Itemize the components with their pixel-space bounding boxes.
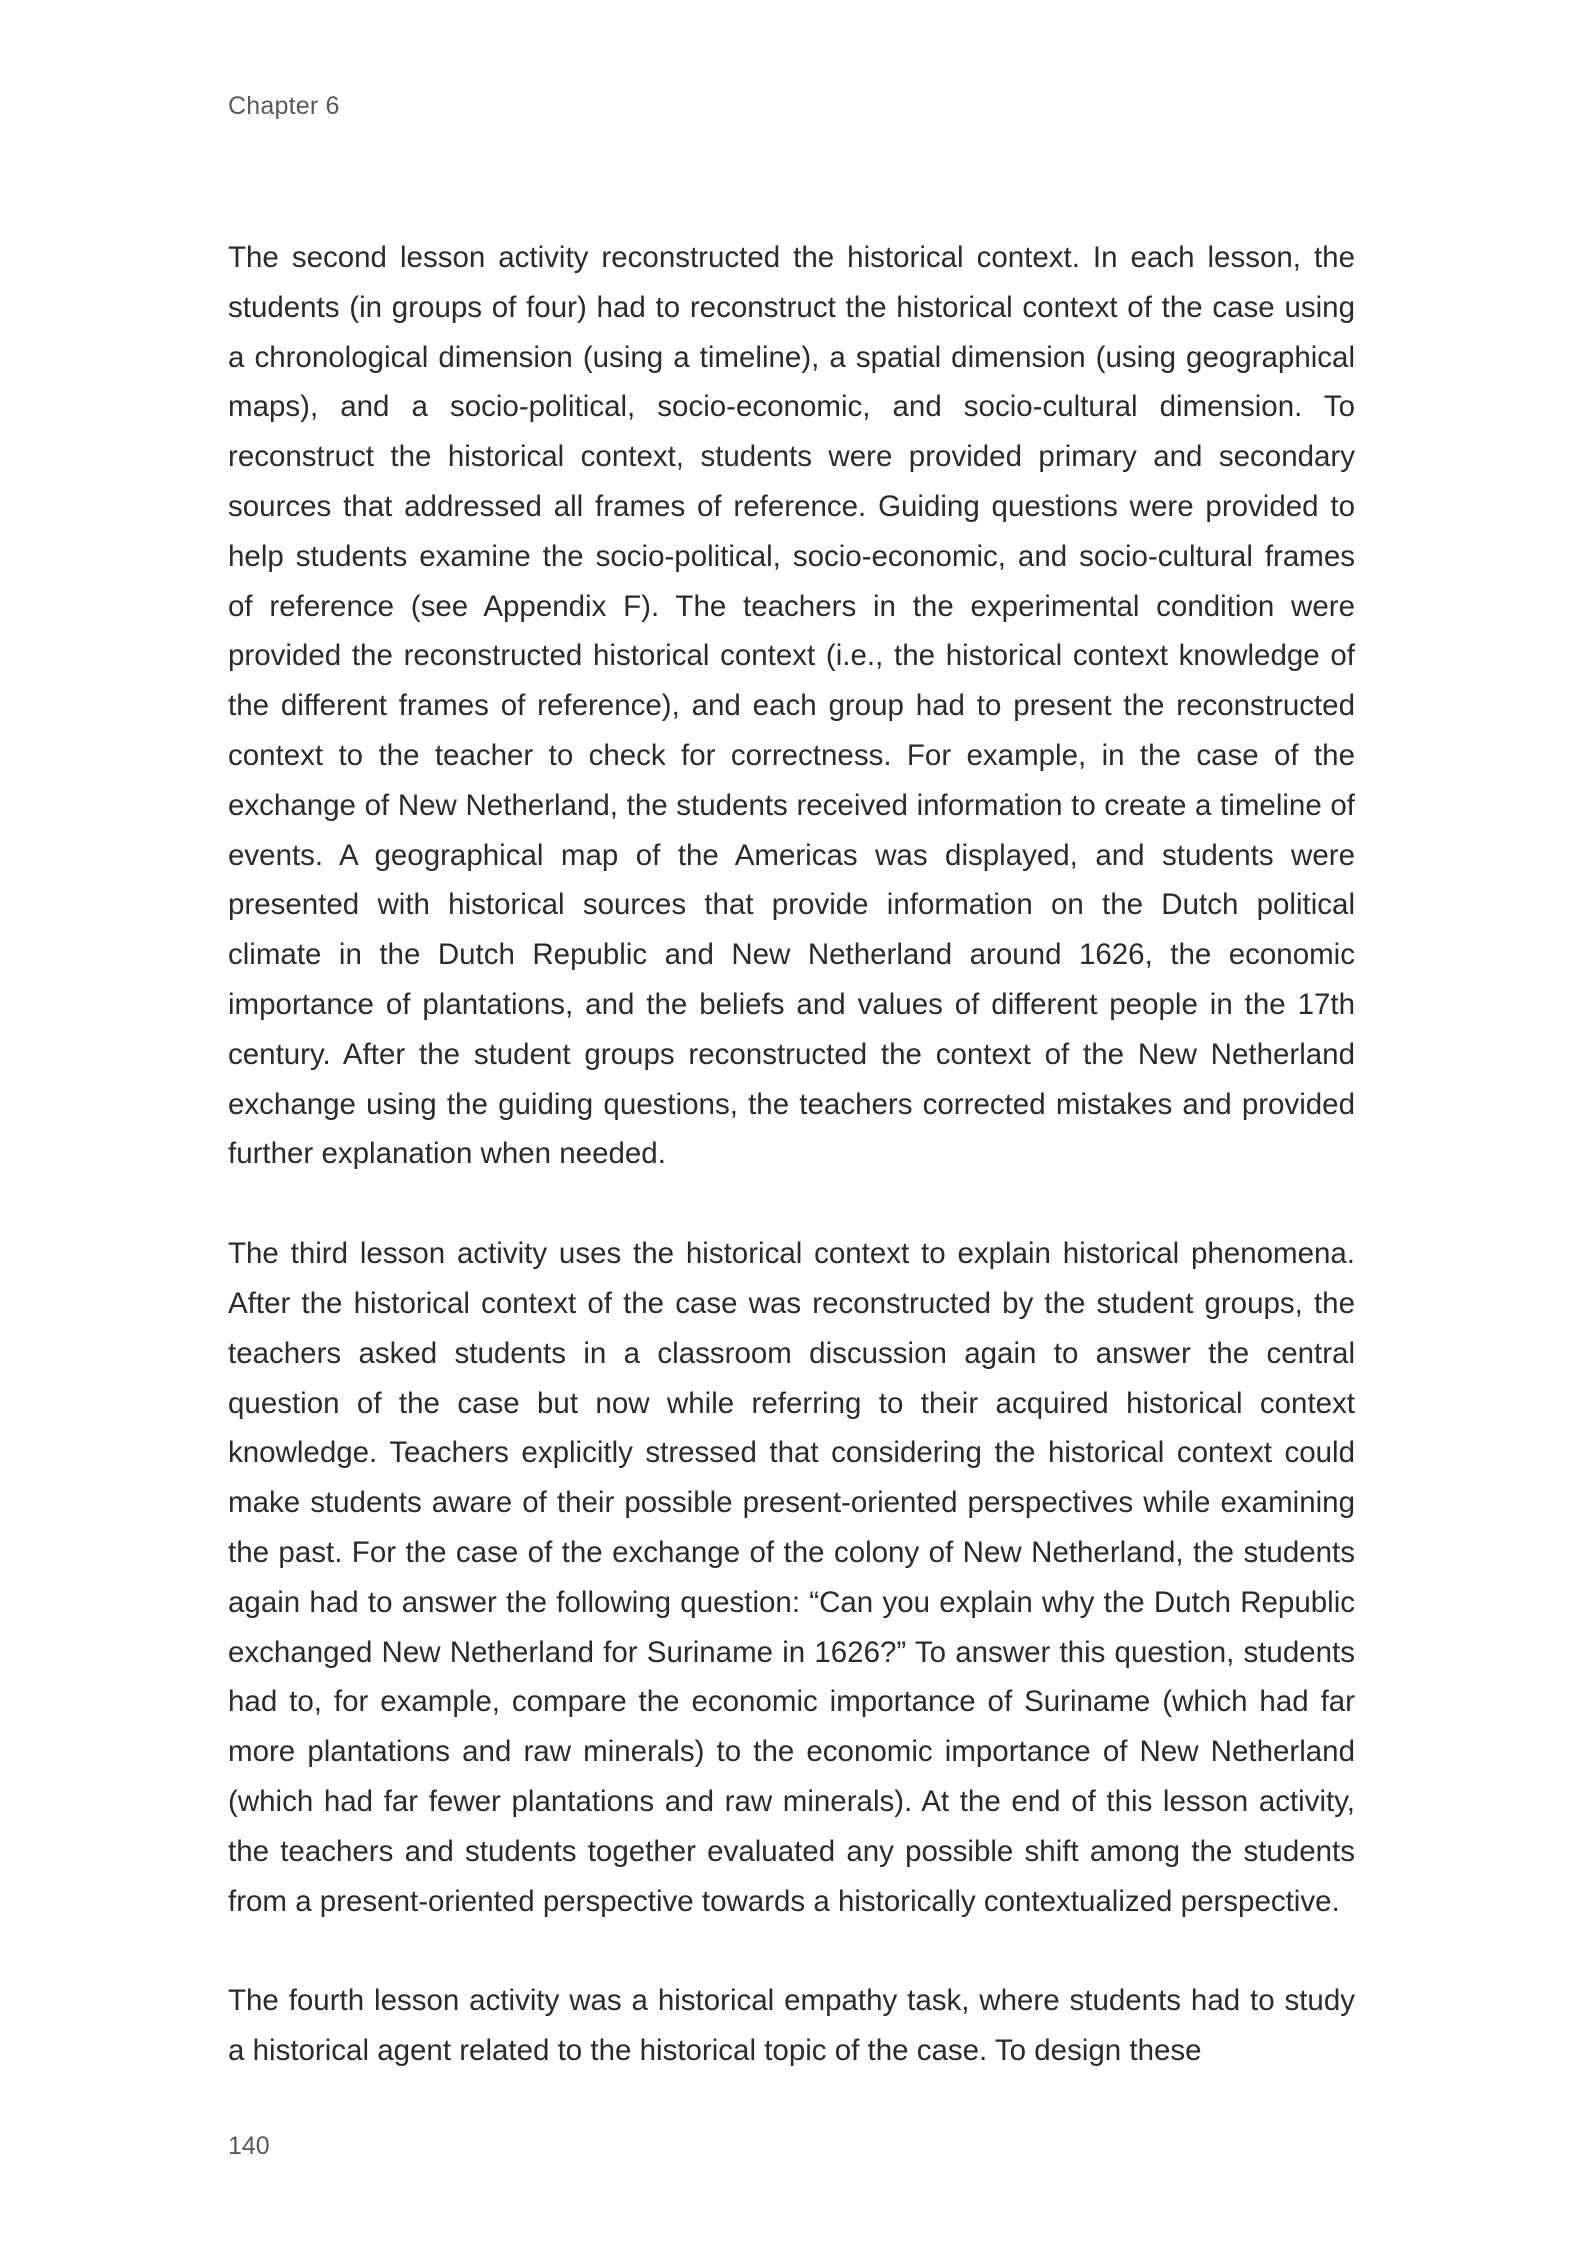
running-head: Chapter 6 xyxy=(228,92,340,120)
paragraph-third-lesson-activity: The third lesson activity uses the historical context to explain historical phenomena. After the historical context of the case was reconstructed by the student groups, the teachers asked students in a classroom discussion again to answer the central question of the case but now while referring to their acquired historical context knowledge. Teachers explicitly stressed that considering the historical context could make students aware of their possible present-oriented perspectives while examining the past. For the case of the exchange of the colony of New Netherland, the students again had to answer the following question: “Can you explain why the Dutch Republic exchanged New Netherland for Suriname in 1626?” To answer this question, students had to, for example, compare the economic importance of Suriname (which had far more plantations and raw minerals) to the economic importance of New Netherland (which had far fewer plantations and raw minerals). At the end of this lesson activity, the teachers and students together evaluated any possible shift among the students from a present-oriented perspective towards a historically contextualized perspective. xyxy=(228,1237,1355,1918)
body-text xyxy=(228,233,1355,2126)
paragraph-fourth-lesson-activity: The fourth lesson activity was a historical empathy task, where students had to study a historical agent related to the historical topic of the case. To design these xyxy=(228,1984,1355,2068)
paragraph-second-lesson-activity: The second lesson activity reconstructed the historical context. In each lesson, the students (in groups of four) had to reconstruct the historical context of the case using a chronological dimension (using a timeline), a spatial dimension (using geographical maps), and a socio-political, socio-economic, and socio-cultural dimension. To reconstruct the historical context, students were provided primary and secondary sources that addressed all frames of reference. Guiding questions were provided to help students examine the socio-political, socio-economic, and socio-cultural frames of reference (see Appendix F). The teachers in the experimental condition were provided the reconstructed historical context (i.e., the historical context knowledge of the different frames of reference), and each group had to present the reconstructed context to the teacher to check for correctness. For example, in the case of the exchange of New Netherland, the students received information to create a timeline of events. A geographical map of the Americas was displayed, and students were presented with historical sources that provide information on the Dutch political climate in the Dutch Republic and New Netherland around 1626, the economic importance of plantations, and the beliefs and values of different people in the 17th century. After the student groups reconstructed the context of the New Netherland exchange using the guiding questions, the teachers corrected mistakes and provided further explanation when needed. xyxy=(228,241,1355,1171)
page-number: 140 xyxy=(228,2132,270,2160)
